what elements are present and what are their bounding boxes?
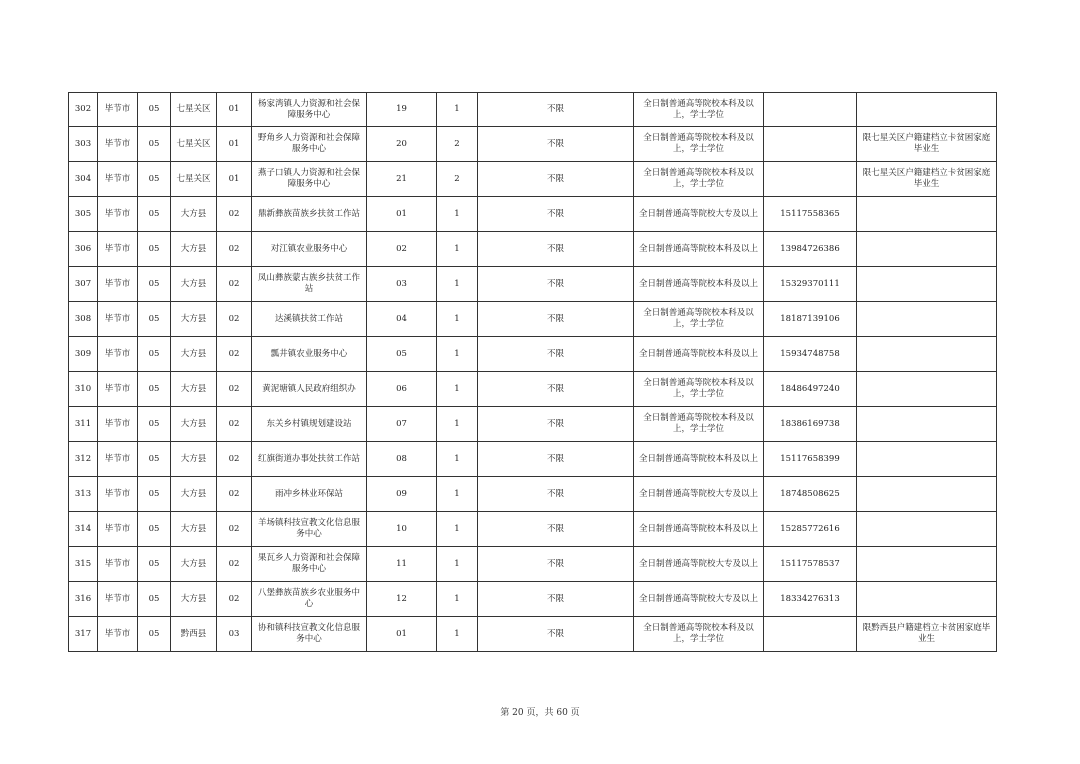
cell-note: 限黔西县户籍建档立卡贫困家庭毕业生 [856,617,997,652]
cell-count: 1 [436,582,477,617]
cell-count: 1 [436,92,477,127]
table-row [68,407,998,442]
cell-note [856,442,997,477]
table-row [68,127,998,162]
cell-major: 不限 [477,337,633,372]
cell-major: 不限 [477,162,633,197]
cell-count: 1 [436,442,477,477]
cell-city: 毕节市 [97,302,137,337]
table-row [68,162,998,197]
cell-edu: 全日制普通高等院校本科及以上，学士学位 [633,617,763,652]
cell-note [856,267,997,302]
cell-phone: 15117578537 [763,547,856,582]
table-row [68,512,998,547]
cell-seq: 313 [68,477,97,512]
cell-city-code: 05 [137,302,170,337]
cell-edu: 全日制普通高等院校本科及以上，学士学位 [633,92,763,127]
cell-edu: 全日制普通高等院校大专及以上 [633,197,763,232]
cell-city-code: 05 [137,127,170,162]
cell-note [856,337,997,372]
cell-pos-code: 01 [366,197,436,232]
cell-unit: 东关乡村镇规划建设站 [251,407,366,442]
cell-pos-code: 01 [366,617,436,652]
table-row [68,442,998,477]
cell-city: 毕节市 [97,162,137,197]
cell-note [856,372,997,407]
cell-county: 大方县 [170,582,216,617]
cell-count: 1 [436,477,477,512]
cell-unit: 果瓦乡人力资源和社会保障服务中心 [251,547,366,582]
cell-major: 不限 [477,267,633,302]
cell-pos-code: 12 [366,582,436,617]
cell-county: 七星关区 [170,162,216,197]
cell-major: 不限 [477,547,633,582]
cell-phone: 18334276313 [763,582,856,617]
cell-city-code: 05 [137,92,170,127]
table-row [68,477,998,512]
cell-city-code: 05 [137,512,170,547]
cell-seq: 307 [68,267,97,302]
cell-county-code: 02 [216,302,251,337]
cell-seq: 312 [68,442,97,477]
cell-county: 大方县 [170,512,216,547]
cell-unit: 红旗街道办事处扶贫工作站 [251,442,366,477]
cell-county: 七星关区 [170,92,216,127]
cell-city: 毕节市 [97,512,137,547]
cell-county-code: 01 [216,92,251,127]
cell-county: 大方县 [170,337,216,372]
cell-unit: 八堡彝族苗族乡农业服务中心 [251,582,366,617]
cell-seq: 316 [68,582,97,617]
cell-city-code: 05 [137,337,170,372]
cell-city-code: 05 [137,477,170,512]
cell-note: 限七星关区户籍建档立卡贫困家庭毕业生 [856,127,997,162]
cell-county: 大方县 [170,197,216,232]
cell-city-code: 05 [137,197,170,232]
cell-note [856,582,997,617]
cell-seq: 315 [68,547,97,582]
cell-edu: 全日制普通高等院校大专及以上 [633,477,763,512]
cell-count: 1 [436,302,477,337]
cell-unit: 黄泥塘镇人民政府组织办 [251,372,366,407]
cell-phone: 15329370111 [763,267,856,302]
cell-city-code: 05 [137,267,170,302]
cell-major: 不限 [477,442,633,477]
cell-unit: 雨冲乡林业环保站 [251,477,366,512]
cell-city: 毕节市 [97,407,137,442]
cell-city: 毕节市 [97,92,137,127]
cell-county-code: 02 [216,372,251,407]
cell-county-code: 02 [216,512,251,547]
cell-seq: 308 [68,302,97,337]
cell-unit: 协和镇科技宣教文化信息服务中心 [251,617,366,652]
cell-count: 1 [436,617,477,652]
cell-note [856,512,997,547]
cell-phone [763,617,856,652]
cell-seq: 306 [68,232,97,267]
cell-unit: 凤山彝族蒙古族乡扶贫工作站 [251,267,366,302]
cell-county: 大方县 [170,302,216,337]
cell-major: 不限 [477,512,633,547]
cell-phone [763,127,856,162]
cell-edu: 全日制普通高等院校大专及以上 [633,547,763,582]
cell-unit: 野角乡人力资源和社会保障服务中心 [251,127,366,162]
cell-pos-code: 03 [366,267,436,302]
cell-pos-code: 06 [366,372,436,407]
cell-city-code: 05 [137,162,170,197]
cell-pos-code: 19 [366,92,436,127]
cell-phone: 15117658399 [763,442,856,477]
page-footer: 第 20 页，共 60 页 [500,708,580,718]
cell-seq: 302 [68,92,97,127]
cell-county-code: 02 [216,232,251,267]
cell-city-code: 05 [137,582,170,617]
cell-unit: 羊场镇科技宣教文化信息服务中心 [251,512,366,547]
cell-major: 不限 [477,127,633,162]
cell-seq: 310 [68,372,97,407]
table-row [68,372,998,407]
cell-city: 毕节市 [97,582,137,617]
cell-major: 不限 [477,197,633,232]
cell-unit: 杨家湾镇人力资源和社会保障服务中心 [251,92,366,127]
table-row [68,92,998,127]
cell-city-code: 05 [137,547,170,582]
cell-city: 毕节市 [97,442,137,477]
cell-major: 不限 [477,582,633,617]
cell-county: 大方县 [170,407,216,442]
cell-county-code: 02 [216,547,251,582]
cell-city: 毕节市 [97,127,137,162]
cell-edu: 全日制普通高等院校本科及以上 [633,232,763,267]
cell-pos-code: 09 [366,477,436,512]
cell-unit: 燕子口镇人力资源和社会保障服务中心 [251,162,366,197]
cell-count: 1 [436,267,477,302]
cell-count: 1 [436,512,477,547]
cell-county-code: 02 [216,582,251,617]
cell-county: 大方县 [170,232,216,267]
cell-city: 毕节市 [97,372,137,407]
cell-pos-code: 05 [366,337,436,372]
cell-seq: 317 [68,617,97,652]
cell-count: 1 [436,232,477,267]
cell-note [856,197,997,232]
cell-seq: 314 [68,512,97,547]
cell-pos-code: 07 [366,407,436,442]
cell-seq: 311 [68,407,97,442]
cell-unit: 瓢井镇农业服务中心 [251,337,366,372]
cell-count: 1 [436,407,477,442]
cell-county-code: 03 [216,617,251,652]
cell-county-code: 02 [216,442,251,477]
cell-major: 不限 [477,407,633,442]
cell-phone: 15934748758 [763,337,856,372]
cell-city: 毕节市 [97,232,137,267]
cell-count: 1 [436,337,477,372]
cell-count: 2 [436,162,477,197]
cell-note [856,477,997,512]
cell-edu: 全日制普通高等院校本科及以上 [633,512,763,547]
cell-city-code: 05 [137,407,170,442]
table-row [68,582,998,617]
cell-phone [763,92,856,127]
cell-county: 黔西县 [170,617,216,652]
cell-city: 毕节市 [97,477,137,512]
cell-seq: 309 [68,337,97,372]
cell-seq: 305 [68,197,97,232]
cell-phone [763,162,856,197]
cell-city-code: 05 [137,232,170,267]
table-row [68,617,998,652]
cell-pos-code: 02 [366,232,436,267]
cell-city: 毕节市 [97,617,137,652]
cell-count: 1 [436,197,477,232]
cell-major: 不限 [477,372,633,407]
cell-edu: 全日制普通高等院校本科及以上 [633,337,763,372]
cell-county-code: 02 [216,267,251,302]
cell-edu: 全日制普通高等院校本科及以上 [633,442,763,477]
cell-unit: 鼎新彝族苗族乡扶贫工作站 [251,197,366,232]
cell-city-code: 05 [137,442,170,477]
cell-major: 不限 [477,302,633,337]
table-row [68,197,998,232]
cell-edu: 全日制普通高等院校大专及以上 [633,582,763,617]
cell-edu: 全日制普通高等院校本科及以上 [633,267,763,302]
cell-major: 不限 [477,617,633,652]
cell-phone: 13984726386 [763,232,856,267]
cell-phone: 15285772616 [763,512,856,547]
cell-unit: 达溪镇扶贫工作站 [251,302,366,337]
cell-county-code: 01 [216,127,251,162]
cell-note [856,547,997,582]
cell-county: 大方县 [170,267,216,302]
cell-county-code: 02 [216,407,251,442]
cell-edu: 全日制普通高等院校本科及以上，学士学位 [633,302,763,337]
cell-county: 大方县 [170,372,216,407]
cell-phone: 15117558365 [763,197,856,232]
cell-county: 大方县 [170,477,216,512]
table-row [68,337,998,372]
cell-county-code: 01 [216,162,251,197]
table-row [68,267,998,302]
cell-note [856,232,997,267]
cell-phone: 18486497240 [763,372,856,407]
cell-edu: 全日制普通高等院校本科及以上，学士学位 [633,127,763,162]
table-row [68,232,998,267]
table-row [68,302,998,337]
cell-pos-code: 11 [366,547,436,582]
cell-pos-code: 04 [366,302,436,337]
cell-edu: 全日制普通高等院校本科及以上，学士学位 [633,162,763,197]
cell-pos-code: 21 [366,162,436,197]
cell-unit: 对江镇农业服务中心 [251,232,366,267]
cell-major: 不限 [477,232,633,267]
cell-note [856,407,997,442]
cell-city-code: 05 [137,617,170,652]
cell-edu: 全日制普通高等院校本科及以上，学士学位 [633,407,763,442]
cell-count: 2 [436,127,477,162]
cell-county: 大方县 [170,547,216,582]
cell-pos-code: 08 [366,442,436,477]
cell-seq: 303 [68,127,97,162]
cell-county-code: 02 [216,337,251,372]
cell-note: 限七星关区户籍建档立卡贫困家庭毕业生 [856,162,997,197]
cell-phone: 18748508625 [763,477,856,512]
cell-phone: 18386169738 [763,407,856,442]
cell-city: 毕节市 [97,267,137,302]
cell-edu: 全日制普通高等院校本科及以上，学士学位 [633,372,763,407]
cell-note [856,92,997,127]
cell-seq: 304 [68,162,97,197]
cell-count: 1 [436,372,477,407]
cell-pos-code: 20 [366,127,436,162]
cell-county: 大方县 [170,442,216,477]
cell-county-code: 02 [216,477,251,512]
cell-county: 七星关区 [170,127,216,162]
cell-major: 不限 [477,92,633,127]
cell-note [856,302,997,337]
cell-city-code: 05 [137,372,170,407]
cell-city: 毕节市 [97,547,137,582]
cell-phone: 18187139106 [763,302,856,337]
table-row [68,547,998,582]
cell-county-code: 02 [216,197,251,232]
cell-major: 不限 [477,477,633,512]
cell-pos-code: 10 [366,512,436,547]
cell-city: 毕节市 [97,337,137,372]
cell-count: 1 [436,547,477,582]
cell-city: 毕节市 [97,197,137,232]
